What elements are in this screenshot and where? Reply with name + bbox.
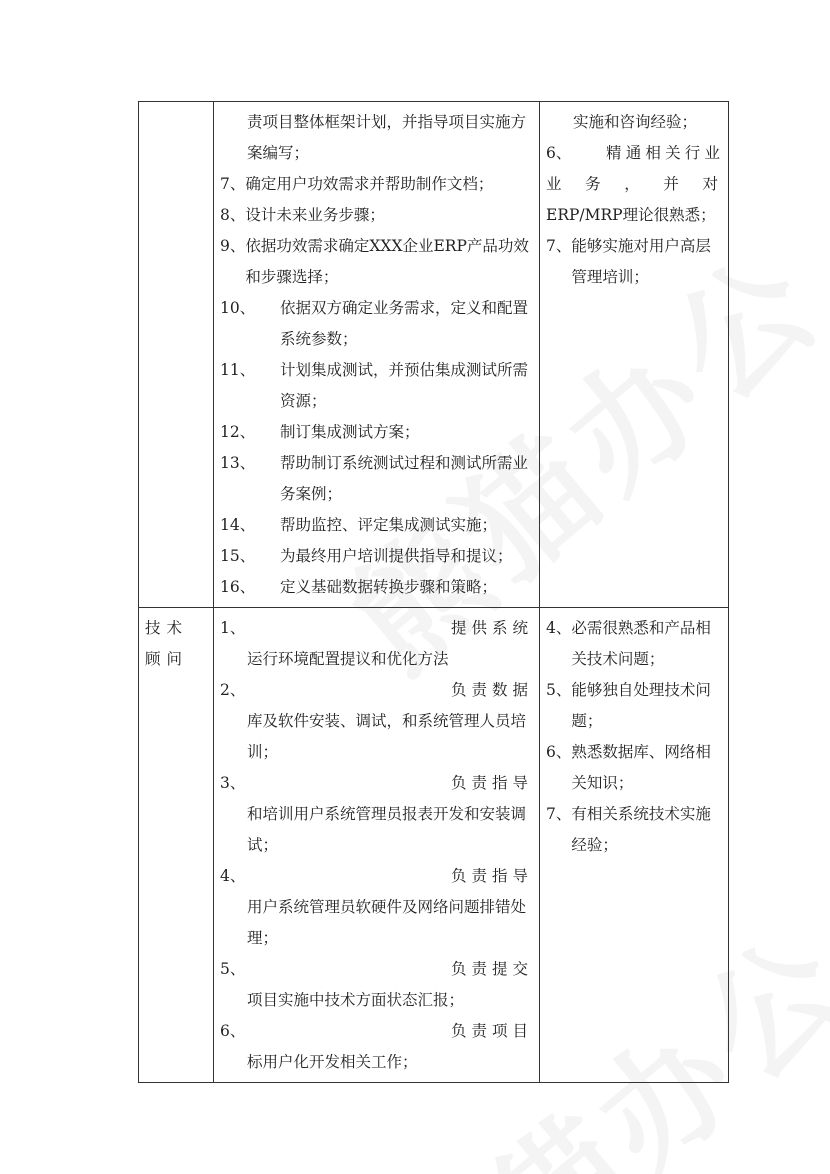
item-text-continued: 项目实施中技术方面状态汇报；	[247, 991, 465, 1009]
item-number: 8、	[220, 206, 246, 224]
item-number: 5、	[220, 960, 246, 978]
item-text: 负责指导	[450, 867, 533, 885]
list-item	[546, 138, 722, 169]
item-text: 能够独自处理技术问题；	[571, 681, 711, 730]
list-item	[220, 613, 533, 675]
item-number: 4、	[220, 867, 246, 885]
item-text: 负责提交	[450, 960, 533, 978]
item-number: 16、	[220, 578, 256, 596]
item-text: 为最终用户培训提供指导和提议；	[280, 547, 513, 565]
list-item	[220, 293, 533, 355]
item-text: 能够实施对用户高层管理培训；	[571, 237, 711, 286]
item-number: 7、	[546, 237, 572, 255]
item-text-continued: 业务，并对	[546, 175, 722, 193]
item-number: 6、	[220, 1022, 246, 1040]
item-text: 设计未来业务步骤；	[245, 206, 385, 224]
item-number: 3、	[220, 774, 246, 792]
requirements-cell	[540, 102, 729, 608]
list-item	[546, 675, 722, 737]
item-text: 提供系统	[450, 619, 533, 637]
item-number: 7、	[220, 175, 246, 193]
duties-cell	[214, 102, 540, 608]
item-text: 依据功效需求确定XXX企业ERP产品功效和步骤选择；	[245, 237, 529, 286]
item-number: 11、	[220, 361, 256, 379]
item-text-continued: ERP/MRP理论很熟悉；	[546, 206, 716, 224]
list-item	[220, 169, 533, 200]
list-item	[220, 541, 533, 572]
item-text: 依据双方确定业务需求，定义和配置系统参数；	[280, 299, 529, 348]
list-item	[220, 675, 533, 768]
list-item	[220, 417, 533, 448]
item-number: 13、	[220, 454, 256, 472]
item-text: 有相关系统技术实施经验；	[571, 805, 711, 854]
item-number: 12、	[220, 423, 256, 441]
item-text: 精通相关行业	[606, 144, 722, 162]
item-text: 计划集成测试，并预估集成测试所需资源；	[280, 361, 529, 410]
item-number: 4、	[546, 619, 572, 637]
list-item	[220, 355, 533, 417]
list-item	[220, 572, 533, 603]
table-row	[139, 102, 729, 608]
item-text: 熟悉数据库、网络相关知识；	[571, 743, 711, 792]
item-text: 确定用户功效需求并帮助制作文档；	[245, 175, 494, 193]
item-number: 9、	[220, 237, 246, 255]
item-number: 14、	[220, 516, 256, 534]
list-item	[220, 861, 533, 954]
role-cell	[139, 102, 214, 608]
item-text: 负责指导	[450, 774, 533, 792]
item-number: 2、	[220, 681, 246, 699]
list-item	[546, 737, 722, 799]
item-text-continued: 运行环境配置提议和优化方法	[247, 650, 449, 668]
item-text: 负责数据	[450, 681, 533, 699]
job-table	[138, 101, 729, 1083]
requirements-cell	[540, 608, 729, 1083]
role-cell: 技术顾问	[139, 608, 214, 1083]
item-number: 6、	[546, 144, 572, 162]
item-number: 7、	[546, 805, 572, 823]
item-text: 制订集成测试方案；	[280, 423, 420, 441]
list-item	[220, 200, 533, 231]
duties-cell	[214, 608, 540, 1083]
list-item	[546, 613, 722, 675]
item-number: 10、	[220, 299, 256, 317]
duty-continuation: 责项目整体框架计划，并指导项目实施方案编写；	[247, 113, 527, 162]
list-item	[546, 231, 722, 293]
list-item	[220, 510, 533, 541]
item-text-continued: 和培训用户系统管理员报表开发和安装调试；	[247, 805, 527, 854]
item-text-continued: 用户系统管理员软硬件及网络问题排错处理；	[247, 898, 527, 947]
item-number: 15、	[220, 547, 256, 565]
requirement-continuation: 实施和咨询经验；	[573, 113, 698, 131]
item-number: 5、	[546, 681, 572, 699]
item-text: 帮助制订系统测试过程和测试所需业务案例；	[280, 454, 529, 503]
item-text: 帮助监控、评定集成测试实施；	[280, 516, 498, 534]
item-text-continued: 标用户化开发相关工作；	[247, 1053, 418, 1071]
list-item	[220, 768, 533, 861]
list-item	[220, 954, 533, 1016]
list-item	[546, 799, 722, 861]
list-item	[220, 1016, 533, 1078]
item-text: 定义基础数据转换步骤和策略；	[280, 578, 498, 596]
item-number: 1、	[220, 619, 246, 637]
item-text-continued: 库及软件安装、调试，和系统管理人员培训；	[247, 712, 527, 761]
list-item	[220, 448, 533, 510]
item-text: 必需很熟悉和产品相关技术问题；	[571, 619, 711, 668]
list-item	[220, 231, 533, 293]
item-number: 6、	[546, 743, 572, 761]
item-text: 负责项目	[450, 1022, 533, 1040]
table-row	[139, 608, 729, 1083]
